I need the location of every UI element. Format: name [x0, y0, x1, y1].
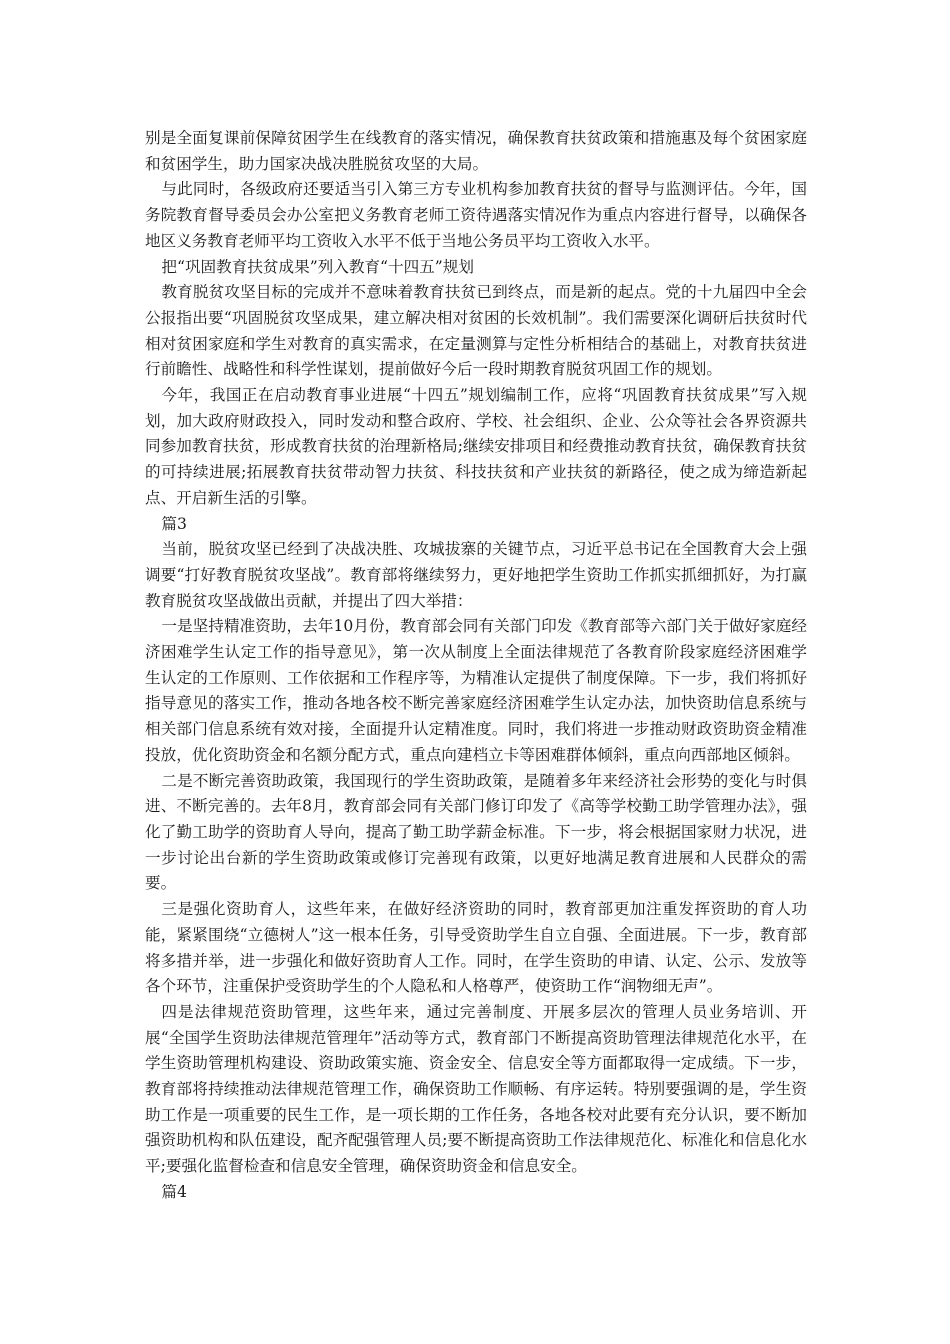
paragraph-7: 二是不断完善资助政策，我国现行的学生资助政策，是随着多年来经济社会形势的变化与时俱进、不断完善的。去年8月，教育部会同有关部门修订印发了《高等学校勤工助学管理办法》，强化了勤工助学的资助育人导向，提高了勤工助学薪金标准。下一步，将会根据国家财力状况，进一步讨论出台新的学生资助政策或修订完善现有政策，以更好地满足教育进展和人民群众的需要。 [145, 771, 807, 893]
paragraph-4: 今年，我国正在启动教育事业进展“十四五”规划编制工作，应将“巩固教育扶贫成果”写入规划，加大政府财政投入，同时发动和整合政府、学校、社会组织、企业、公众等社会各界资源共同参加教育扶贫，形成教育扶贫的治理新格局;继续安排项目和经费推动教育扶贫，确保教育扶贫的可持续进展;拓展教育扶贫带动智力扶贫、科技扶贫和产业扶贫的新路径，使之成为缔造新起点、开启新生活的引擎。 [145, 386, 807, 507]
paragraph-9: 四是法律规范资助管理，这些年来，通过完善制度、开展多层次的管理人员业务培训、开展“全国学生资助法律规范管理年”活动等方式，教育部门不断提高资助管理法律规范化水平，在学生资助管理机构建设、资助政策实施、资金安全、信息安全等方面都取得一定成绩。下一步，教育部将持续推动法律规范管理工作，确保资助工作顺畅、有序运转。特别要强调的是，学生资助工作是一项重要的民生工作，是一项长期的工作任务，各地各校对此要有充分认识，要不断加强资助机构和队伍建设，配齐配强管理人员;要不断提高资助工作法律规范化、标准化和信息化水平;要强化监督检查和信息安全管理，确保资助资金和信息安全。 [145, 1002, 807, 1176]
paragraph-6: 一是坚持精准资助，去年10月份，教育部会同有关部门印发《教育部等六部门关于做好家庭经济困难学生认定工作的指导意见》，第一次从制度上全面法律规范了各教育阶段家庭经济困难学生认定的工作原则、工作依据和工作程序等，为精准认定提供了制度保障。下一步，我们将抓好指导意见的落实工作，推动各地各校不断完善家庭经济困难学生认定办法，加快资助信息系统与相关部门信息系统有效对接，全面提升认定精准度。同时，我们将进一步推动财政资助资金精准投放，优化资助资金和名额分配方式，重点向建档立卡等困难群体倾斜，重点向西部地区倾斜。 [145, 617, 807, 764]
chapter-label-4: 篇4 [161, 1182, 187, 1201]
chapter-label-3: 篇3 [161, 514, 187, 533]
section-heading: 把“巩固教育扶贫成果”列入教育“十四五”规划 [161, 257, 474, 276]
paragraph-2: 与此同时，各级政府还要适当引入第三方专业机构参加教育扶贫的督导与监测评估。今年，国务院教育督导委员会办公室把义务教育老师工资待遇落实情况作为重点内容进行督导，以确保各地区义务教育老师平均工资收入水平不低于当地公务员平均工资收入水平。 [145, 180, 807, 250]
paragraph-5: 当前，脱贫攻坚已经到了决战决胜、攻城拔寨的关键节点，习近平总书记在全国教育大会上强调要“打好教育脱贫攻坚战”。教育部将继续努力，更好地把学生资助工作抓实抓细抓好，为打赢教育脱贫攻坚战做出贡献，并提出了四大举措： [145, 540, 807, 610]
paragraph-8: 三是强化资助育人，这些年来，在做好经济资助的同时，教育部更加注重发挥资助的育人功能，紧紧围绕“立德树人”这一根本任务，引导受资助学生自立自强、全面进展。下一步，教育部将多措并举，进一步强化和做好资助育人工作。同时，在学生资助的申请、认定、公示、发放等各个环节，注重保护受资助学生的个人隐私和人格尊严，使资助工作“润物细无声”。 [145, 900, 807, 996]
paragraph-1: 别是全面复课前保障贫困学生在线教育的落实情况，确保教育扶贫政策和措施惠及每个贫困家庭和贫困学生，助力国家决战决胜脱贫攻坚的大局。 [145, 129, 807, 173]
document-page [145, 126, 807, 1206]
paragraph-3: 教育脱贫攻坚目标的完成并不意味着教育扶贫已到终点，而是新的起点。党的十九届四中全会公报指出要“巩固脱贫攻坚成果，建立解决相对贫困的长效机制”。我们需要深化调研后扶贫时代相对贫困家庭和学生对教育的真实需求，在定量测算与定性分析相结合的基础上，对教育扶贫进行前瞻性、战略性和科学性谋划，提前做好今后一段时期教育脱贫巩固工作的规划。 [145, 283, 807, 379]
